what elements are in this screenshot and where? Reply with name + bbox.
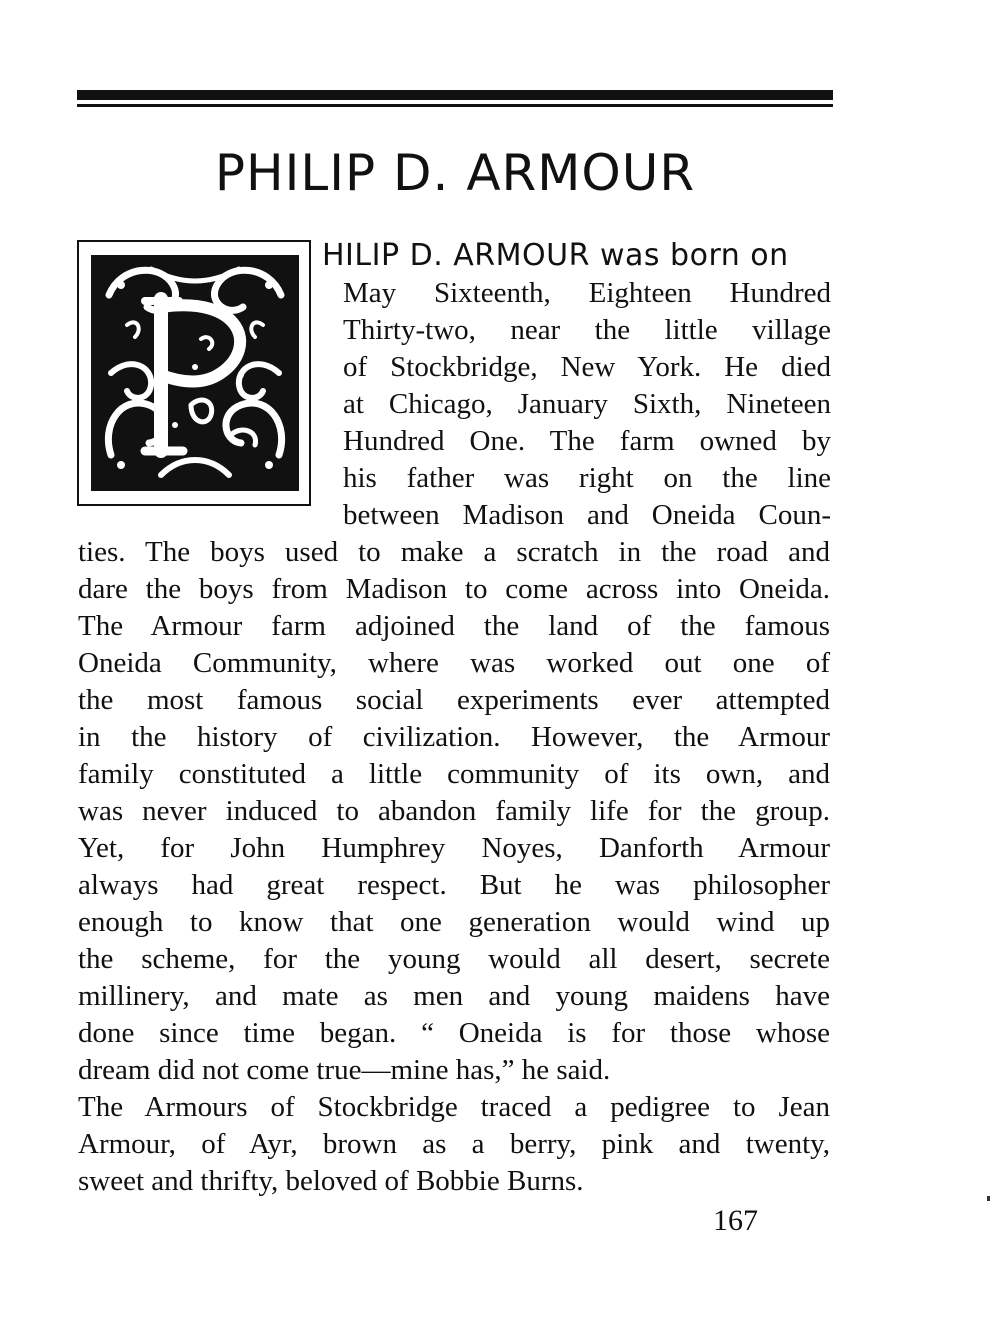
text-line-4: at Chicago, January Sixth, Nineteen	[343, 388, 831, 420]
text-line-8: ties. The boys used to make a scratch in the road and	[78, 536, 830, 568]
text-line-3: of Stockbridge, New York. He died	[343, 351, 831, 383]
text-line-11: Oneida Community, where was worked out one of	[78, 647, 830, 679]
text-line-22: dream did not come true—mine has,” he said.	[78, 1054, 611, 1086]
text-line-14: family constituted a little community of its own, and	[78, 758, 830, 790]
text-line-13: in the history of civilization. However, the Armour	[78, 721, 830, 753]
header-rule-thin	[77, 104, 833, 107]
text-line-16: Yet, for John Humphrey Noyes, Danforth Armour	[78, 832, 830, 864]
text-line-9: dare the boys from Madison to come across into Oneida.	[78, 573, 830, 605]
text-line-18: enough to know that one generation would wind up	[78, 906, 830, 938]
text-line-19: the scheme, for the young would all desert, secrete	[78, 943, 830, 975]
text-line-5: Hundred One. The farm owned by	[343, 425, 831, 457]
ink-speck	[987, 1196, 990, 1201]
first-line-text: HILIP D. ARMOUR was born on	[322, 238, 789, 273]
text-line-1: May Sixteenth, Eighteen Hundred	[343, 277, 831, 309]
text-line-24: Armour, of Ayr, brown as a berry, pink and twenty,	[78, 1128, 830, 1160]
dropcap-frame	[77, 240, 311, 506]
text-line-6: his father was right on the line	[343, 462, 831, 494]
text-line-23: The Armours of Stockbridge traced a pedigree to Jean	[78, 1091, 830, 1123]
text-line-10: The Armour farm adjoined the land of the famous	[78, 610, 830, 642]
text-line-12: the most famous social experiments ever attempted	[78, 684, 830, 716]
text-line-15: was never induced to abandon family life for the group.	[78, 795, 830, 827]
text-line-25: sweet and thrifty, beloved of Bobbie Burns.	[78, 1165, 584, 1197]
header-rule-thick	[77, 90, 833, 100]
page-title: PHILIP D. ARMOUR	[214, 144, 696, 202]
ornamental-initial-p-icon	[91, 255, 299, 491]
text-line-17: always had great respect. But he was philosopher	[78, 869, 830, 901]
text-line-21: done since time began. “ Oneida is for those whose	[78, 1017, 830, 1049]
text-line-20: millinery, and mate as men and young maidens have	[78, 980, 830, 1012]
page-number: 167	[713, 1204, 758, 1237]
text-line-7: between Madison and Oneida Coun-	[343, 499, 831, 531]
text-line-2: Thirty-two, near the little village	[343, 314, 831, 346]
